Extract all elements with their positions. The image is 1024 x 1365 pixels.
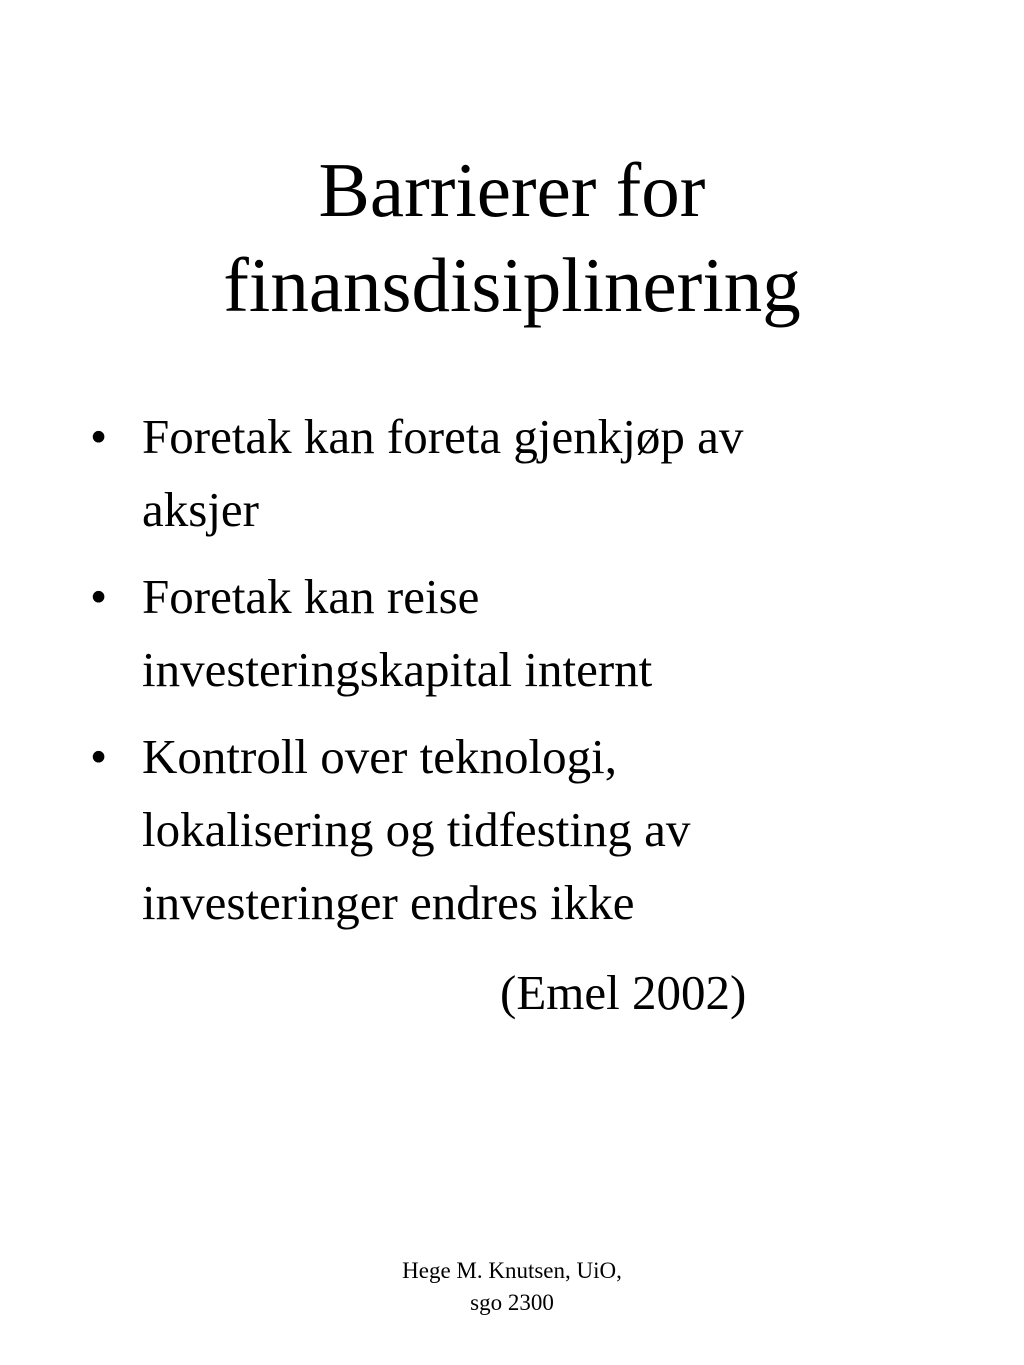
bullet-text-line: Foretak kan foreta gjenkjøp av <box>142 409 744 464</box>
bullet-marker: • <box>90 569 108 624</box>
bullet-item <box>90 560 950 706</box>
slide-title <box>0 143 1024 333</box>
bullet-list <box>90 400 950 953</box>
bullet-text-line: lokalisering og tidfesting av <box>142 802 691 857</box>
bullet-item <box>90 400 950 546</box>
citation: (Emel 2002) <box>500 965 747 1020</box>
footer-line: Hege M. Knutsen, UiO, <box>402 1258 622 1283</box>
bullet-text-line: Foretak kan reise <box>142 569 480 624</box>
bullet-text-line: Kontroll over teknologi, <box>142 729 617 784</box>
slide-title-line: Barrierer for <box>318 147 706 233</box>
bullet-text-line: investeringskapital internt <box>142 642 653 697</box>
bullet-marker: • <box>90 729 108 784</box>
bullet-text-line: investeringer endres ikke <box>142 875 635 930</box>
slide-title-line: finansdisiplinering <box>223 242 801 328</box>
footer-line: sgo 2300 <box>470 1290 554 1315</box>
bullet-marker: • <box>90 409 108 464</box>
footer <box>0 1255 1024 1319</box>
bullet-item <box>90 720 950 939</box>
bullet-text-line: aksjer <box>142 482 259 537</box>
